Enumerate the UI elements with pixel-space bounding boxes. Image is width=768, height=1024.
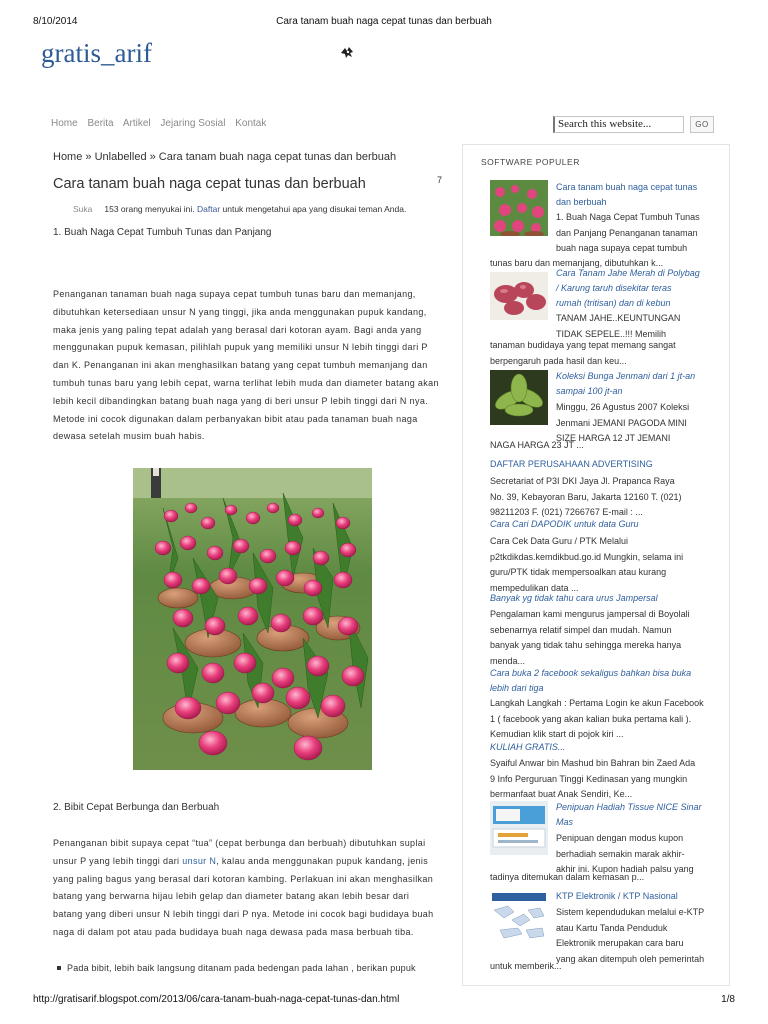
snippet-line: TANAM JAHE..KEUNTUNGAN (556, 313, 681, 323)
snippet-line: atau Kartu Tanda Penduduk (556, 922, 668, 933)
paragraph-text: unsur P yang lebih tinggi dari (53, 855, 183, 866)
nav-home[interactable]: Home (51, 118, 78, 129)
popular-post-snippet (490, 474, 681, 521)
facebook-like-bar (73, 204, 406, 214)
link-line: rumah (tritisan) dan di kebun (556, 298, 671, 308)
snippet-line: TIDAK SEPELE..!!! Memilih (556, 328, 667, 339)
paragraph-line: Penanganan tanaman buah naga supaya cepat tumbuh tunas baru dan memanjang, (53, 289, 416, 299)
paragraph-line: menggunakan pupuk kemasan, pilihlah pupuk yang memiliki unsur N lebih tinggi dari P (53, 342, 428, 353)
snippet-line: menda... (490, 655, 526, 666)
dragon-fruit-photo (133, 468, 372, 770)
popular-post-link[interactable] (556, 266, 700, 311)
popular-post-link[interactable] (556, 180, 697, 210)
breadcrumb-category[interactable]: Unlabelled (94, 151, 147, 163)
link-line: Cara buka 2 facebook sekaligus bahkan bisa buka (490, 668, 692, 678)
section-1-heading: 1. Buah Naga Cepat Tumbuh Tunas dan Panjang (53, 227, 272, 238)
tissue-coupon-thumbnail[interactable] (490, 801, 548, 855)
sidebar-title: SOFTWARE POPULER (481, 157, 580, 167)
popular-post-link[interactable] (556, 800, 702, 830)
bullet-text: Pada bibit, lebih baik langsung ditanam pada bedengan pada lahan , berikan pupuk (67, 963, 416, 973)
snippet-line: Secretariat of P3I DKI Jaya Jl. Prapanca Raya (490, 476, 675, 486)
popular-post-snippet: untuk memberik... (490, 961, 562, 971)
snippet-line: mempedulikan data ... (490, 582, 579, 593)
like-signup-link[interactable]: Daftar (197, 204, 221, 214)
snippet-line: Kemudian klik start di pojok kiri ... (490, 729, 624, 739)
popular-post-snippet: NAGA HARGA 23 JT ... (490, 440, 584, 450)
popular-post-snippet (556, 905, 704, 967)
snippet-line: 1. Buah Naga Cepat Tumbuh Tunas (556, 212, 700, 222)
snippet-line: Cara Cek Data Guru / PTK Melalui (490, 536, 629, 546)
like-button[interactable]: Suka (73, 204, 93, 214)
snippet-line: Penipuan dengan modus kupon (556, 833, 684, 843)
paragraph-text: , kalau anda menggunakan pupuk kandang, jenis (216, 855, 429, 866)
print-url: http://gratisarif.blogspot.com/2013/06/cara-tanam-buah-naga-cepat-tunas-dan.html (33, 994, 400, 1005)
snippet-line: akhir ini. Kupon hadiah palsu yang (556, 864, 694, 874)
paragraph-line: tumbuh tunas baru yang lebih cepat, warna terlihat lebih muda dan diameter batang akan (53, 377, 439, 388)
link-line: dan berbuah (556, 197, 607, 207)
paragraph-line (53, 853, 449, 871)
link-line: Cara Tanam Jahe Merah di Polybag (556, 268, 700, 278)
popular-post-link[interactable] (556, 369, 695, 399)
nav-kontak[interactable]: Kontak (235, 118, 267, 129)
popular-post-link[interactable]: KULIAH GRATIS... (490, 742, 566, 752)
snippet-line: Sistem kependudukan melalui e-KTP (556, 907, 705, 917)
paragraph-line: dewasa setelah musim buah habis. (53, 431, 205, 442)
link-line: Mas (556, 817, 574, 827)
snippet-line: buah naga supaya cepat tumbuh (556, 243, 688, 253)
popular-post-snippet (490, 696, 704, 743)
link-line: Cara tanam buah naga cepat tunas (556, 182, 698, 192)
bird-icon (340, 46, 354, 59)
search-input[interactable]: Search this website... (553, 116, 684, 133)
snippet-line: 98211203 F. (021) 7266767 E-mail : ... (490, 507, 643, 517)
paragraph-line: Penanganan bibit supaya cepat “tua” (cepat berbunga dan berbuah) dibutuhkan suplai (53, 838, 426, 848)
like-after-text: untuk mengetahui apa yang disukai teman Anda. (220, 204, 407, 214)
link-line: Penipuan Hadiah Tissue NICE Sinar (556, 802, 702, 812)
snippet-line: 9 Info Perguruan Tinggi Kedinasan yang mungkin (490, 773, 688, 784)
popular-post-snippet (490, 534, 683, 596)
breadcrumb-separator: » (146, 151, 159, 163)
print-date: 8/10/2014 (33, 16, 78, 27)
print-footer (33, 994, 735, 1008)
snippet-line: Minggu, 26 Agustus 2007 Koleksi (556, 402, 690, 412)
link-line: lebih dari tiga (490, 683, 544, 693)
nav-jejaring-sosial[interactable]: Jejaring Sosial (160, 118, 226, 129)
snippet-line: Elektronik merupakan cara baru (556, 938, 684, 948)
breadcrumb-home[interactable]: Home (53, 151, 83, 163)
paragraph-line: lebih kecil dibandingkan batang buah naga yang di beri unsur P lebih tinggi dari N nya. (53, 395, 429, 406)
link-line: / Karung taruh disekitar teras (556, 283, 672, 293)
section-2-paragraph (53, 835, 449, 942)
snippet-line: SIZE HARGA 12 JT JEMANI (556, 433, 671, 443)
snippet-line: Syaiful Anwar bin Mashud bin Bahran bin Zaed Ada (490, 758, 696, 768)
paragraph-line: Metode ini cocok digunakan dalam perbanyakan bibit atau pada tanaman buah naga (53, 413, 418, 424)
paragraph-line: naga di dalam pot atau pada budidaya buah naga dewasa pada masa berbuah tiba. (53, 926, 414, 937)
unsur-n-link[interactable]: unsur N (182, 855, 217, 866)
breadcrumb-separator: » (82, 151, 95, 163)
blog-title-link[interactable]: gratis_arif (41, 38, 152, 68)
snippet-line: sebenarnya relatif simpel dan mudah. Namun (490, 624, 672, 635)
nav-berita[interactable]: Berita (87, 118, 114, 129)
jenmani-plant-thumbnail[interactable] (490, 370, 548, 425)
bullet-item (57, 963, 416, 973)
breadcrumb-current: Cara tanam buah naga cepat tunas dan berbuah (158, 151, 397, 163)
popular-post-link[interactable]: Cara Cari DAPODIK untuk data Guru (490, 519, 639, 529)
popular-post-link[interactable]: KTP Elektronik / KTP Nasional (556, 891, 678, 901)
dragon-fruit-thumbnail[interactable] (490, 180, 548, 236)
snippet-line: p2tkdikdas.kemdikbud.go.id Mungkin, selama ini (490, 551, 684, 562)
snippet-line: Pengalaman kami mengurus jampersal di Boyolali (490, 609, 690, 619)
paragraph-line: maka jenis yang paling tepat adalah yang berasal dari kotoran ayam. Bagi anda yang (53, 324, 422, 335)
bullet-icon (57, 966, 61, 970)
snippet-line: Jenmani JEMANI PAGODA MINI (556, 417, 687, 428)
popular-post-link[interactable] (490, 666, 691, 696)
breadcrumb (53, 151, 396, 163)
print-header (33, 16, 735, 30)
nav-artikel[interactable]: Artikel (122, 118, 151, 129)
print-page-number: 1/8 (721, 994, 735, 1005)
paragraph-line: yang paling bagus yang berasal dari kotoran kambing. Perlakuan ini akan menghasilkan (53, 873, 434, 884)
paragraph-line: batang yang berwarna hijau lebih gelap dan diameter batang akan lebih besar dari (53, 891, 410, 902)
paragraph-line: batang yang diberi unsur N lebih tinggi dari P nya. Metode ini cocok bagi budidaya buah (53, 909, 434, 920)
section-2-heading: 2. Bibit Cepat Berbunga dan Berbuah (53, 802, 220, 813)
snippet-line: No. 39, Kebayoran Baru, Jakarta 12160 T. (021) (490, 491, 682, 502)
snippet-line: Langkah Langkah : Pertama Login ke akun Facebook (490, 698, 704, 708)
link-line: sampai 100 jt-an (556, 386, 623, 396)
popular-post-link[interactable]: Banyak yg tidak tahu cara urus Jampersal (490, 593, 658, 603)
popular-post-snippet: tadinya ditemukan dalam kemasan p... (490, 872, 645, 882)
sidebar-popular (462, 144, 730, 986)
ginger-thumbnail[interactable] (490, 272, 548, 320)
snippet-line: bermanfaat buat Anak Sendiri, Ke... (490, 789, 633, 799)
popular-post-snippet (490, 338, 676, 369)
print-title: Cara tanam buah naga cepat tunas dan berbuah (276, 16, 492, 27)
popular-post-snippet (556, 210, 700, 257)
post-title: Cara tanam buah naga cepat tunas dan berbuah (53, 176, 366, 192)
comment-count[interactable]: 7 (437, 175, 443, 185)
search-go-button[interactable]: GO (690, 116, 714, 133)
popular-post-snippet: tunas baru dan memanjang, dibutuhkan k... (490, 258, 664, 268)
snippet-line: 1 ( facebook yang akan kalian buka pertama kali ). (490, 713, 692, 724)
snippet-line: dan Panjang Penanganan tanaman (556, 227, 698, 238)
snippet-line: banyak yang tidak tahu sehingga mereka hanya (490, 640, 682, 650)
popular-post-snippet (490, 756, 695, 803)
popular-post-snippet (490, 607, 690, 669)
snippet-line: tanaman budidaya yang tepat memang sangat (490, 340, 676, 350)
main-nav (51, 118, 273, 129)
paragraph-line: dibutuhkan ketersediaan unsur N yang tinggi, jika anda menggunakan pupuk kandang, (53, 306, 427, 317)
snippet-line: yang akan ditempuh oleh pemerintah (556, 953, 705, 964)
like-count-text: 153 orang menyukai ini. (104, 204, 197, 214)
popular-post-link[interactable]: DAFTAR PERUSAHAAN ADVERTISING (490, 459, 653, 469)
snippet-line: berhadiah semakin marak akhir- (556, 848, 685, 859)
paragraph-line: dan K. Penanganan ini akan menghasilkan batang yang cepat tumbuh memanjang dan (53, 360, 428, 371)
snippet-line: guru/PTK tidak mempersoalkan atau kurang (490, 567, 667, 577)
ktp-map-thumbnail[interactable] (490, 890, 548, 946)
section-1-paragraph (53, 286, 449, 446)
link-line: Koleksi Bunga Jenmani dari 1 jt-an (556, 371, 696, 381)
snippet-line: berpengaruh pada hasil dan keu... (490, 355, 627, 366)
